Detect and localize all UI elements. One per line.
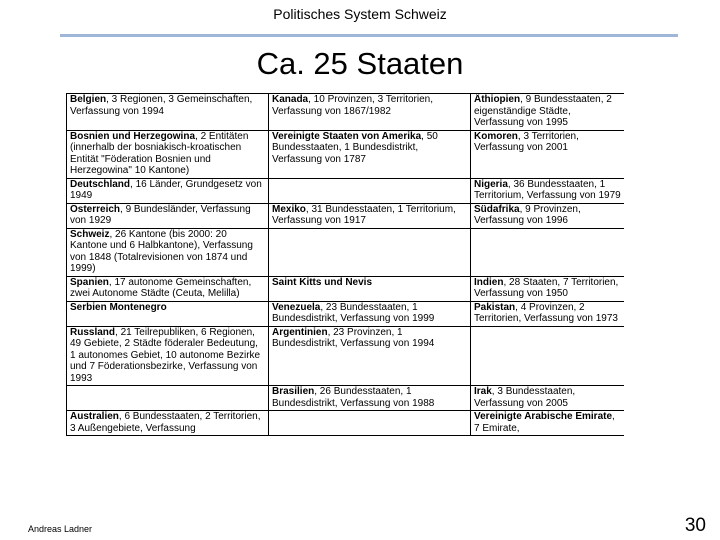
country-details: , 23 Provinzen, 1 Bundesdistrikt, Verfassung von 1994 <box>272 326 435 349</box>
table-cell <box>471 130 625 178</box>
country-name: Deutschland <box>70 178 131 190</box>
table-cell <box>67 178 269 203</box>
table-cell <box>269 301 471 326</box>
country-name: Äthiopien <box>474 94 521 105</box>
table-cell <box>471 178 625 203</box>
table-cell <box>269 130 471 178</box>
country-details: , 9 Provinzen, Verfassung von 1996 <box>474 203 581 226</box>
country-name: Österreich <box>70 203 121 215</box>
table-cell <box>67 411 269 436</box>
federal-states-table-container <box>66 93 624 493</box>
table-cell <box>471 276 625 301</box>
table-cell <box>471 203 625 228</box>
table-cell <box>471 228 625 276</box>
country-details: , 16 Länder, Grundgesetz von 1949 <box>70 178 262 201</box>
table-row <box>67 203 625 228</box>
presentation-header: Politisches System Schweiz <box>273 6 447 22</box>
table-cell <box>269 276 471 301</box>
table-cell <box>269 203 471 228</box>
table-row <box>67 228 625 276</box>
country-name: Irak <box>474 386 492 397</box>
table-row <box>67 411 625 436</box>
country-details: , 4 Provinzen, 2 Territorien, Verfassung von 1973 <box>474 301 618 324</box>
table-row <box>67 178 625 203</box>
table-cell <box>471 326 625 386</box>
table-cell <box>67 276 269 301</box>
country-name: Indien <box>474 276 504 288</box>
country-name: Vereinigte Staaten von Amerika <box>272 130 422 142</box>
country-details: , 26 Kantone (bis 2000: 20 Kantone und 6 Halbkantone), Verfassung von 1848 (Totalrevisionen von 1874 und 1999) <box>70 228 253 274</box>
table-row <box>67 130 625 178</box>
table-row <box>67 94 625 131</box>
table-cell <box>67 94 269 131</box>
country-details: , 6 Bundesstaaten, 2 Territorien, 3 Außengebiete, Verfassung <box>70 411 261 434</box>
country-details: , 23 Bundesstaaten, 1 Bundesdistrikt, Verfassung von 1999 <box>272 301 435 324</box>
country-name: Mexiko <box>272 203 306 215</box>
country-name: Brasilien <box>272 386 315 397</box>
table-row <box>67 326 625 386</box>
country-details: , 28 Staaten, 7 Territorien, Verfassung von 1950 <box>474 276 619 299</box>
table-cell <box>471 94 625 131</box>
header-divider <box>60 34 678 37</box>
table-cell <box>67 130 269 178</box>
country-name: Spanien <box>70 276 109 288</box>
table-cell <box>269 178 471 203</box>
country-name: Vereinigte Arabische Emirate <box>474 411 613 422</box>
country-name: Saint Kitts und Nevis <box>272 276 373 288</box>
country-name: Kanada <box>272 94 309 105</box>
country-details: , 36 Bundesstaaten, 1 Territorium, Verfassung von 1979 <box>474 178 621 201</box>
table-row <box>67 386 625 411</box>
table-cell <box>471 411 625 436</box>
country-details: , 31 Bundesstaaten, 1 Territorium, Verfassung von 1917 <box>272 203 456 226</box>
table-cell <box>269 386 471 411</box>
country-name: Nigeria <box>474 178 508 190</box>
table-cell <box>67 301 269 326</box>
table-cell <box>67 203 269 228</box>
country-name: Komoren <box>474 130 518 142</box>
table-row <box>67 276 625 301</box>
country-details: , 17 autonome Gemeinschaften, zwei Autonome Städte (Ceuta, Melilla) <box>70 276 252 299</box>
table-body <box>67 94 625 436</box>
page-number: 30 <box>684 515 706 536</box>
country-details: , 3 Territorien, Verfassung von 2001 <box>474 130 579 153</box>
country-name: Argentinien <box>272 326 328 338</box>
country-name: Russland <box>70 326 116 338</box>
country-name: Bosnien und Herzegowina <box>70 130 196 142</box>
country-name: Serbien Montenegro <box>70 301 167 313</box>
author-name: Andreas Ladner <box>28 524 93 534</box>
table-cell <box>67 326 269 386</box>
table-row <box>67 301 625 326</box>
country-details: , 21 Teilrepubliken, 6 Regionen, 49 Gebiete, 2 Städte föderaler Bedeutung, 1 autonomes Gebiet, 10 autonome Bezirke und 7 Föderationsbezirke, Verfassung von 1993 <box>70 326 261 384</box>
country-name: Südafrika <box>474 203 520 215</box>
table-cell <box>269 411 471 436</box>
country-name: Schweiz <box>70 228 110 240</box>
country-details: , 3 Bundesstaaten, Verfassung von 2005 <box>474 386 576 409</box>
country-details: , 26 Bundesstaaten, 1 Bundesdistrikt, Verfassung von 1988 <box>272 386 435 409</box>
country-details: , 7 Emirate, <box>474 411 615 434</box>
table-cell <box>67 228 269 276</box>
table-cell <box>269 94 471 131</box>
country-details: , 3 Regionen, 3 Gemeinschaften, Verfassung von 1994 <box>70 94 253 117</box>
federal-states-table <box>66 93 624 436</box>
table-cell <box>471 301 625 326</box>
country-details: , 10 Provinzen, 3 Territorien, Verfassung von 1867/1982 <box>272 94 434 117</box>
table-cell <box>269 228 471 276</box>
country-name: Belgien <box>70 94 107 105</box>
table-cell <box>269 326 471 386</box>
country-details: , 50 Bundesstaaten, 1 Bundesdistrikt, Verfassung von 1787 <box>272 130 438 165</box>
slide-title: Ca. 25 Staaten <box>256 46 464 81</box>
country-details: , 9 Bundesländer, Verfassung von 1929 <box>70 203 251 226</box>
table-cell <box>67 386 269 411</box>
country-name: Venezuela <box>272 301 321 313</box>
country-details: , 9 Bundesstaaten, 2 eigenständige Städte, Verfassung von 1995 <box>474 94 612 128</box>
country-details: , 2 Entitäten (innerhalb der bosniakisch-kroatischen Entität "Föderation Bosnien und Herzegowina" 10 Kantone) <box>70 130 249 176</box>
country-name: Pakistan <box>474 301 516 313</box>
country-name: Australien <box>70 411 119 422</box>
table-cell <box>471 386 625 411</box>
